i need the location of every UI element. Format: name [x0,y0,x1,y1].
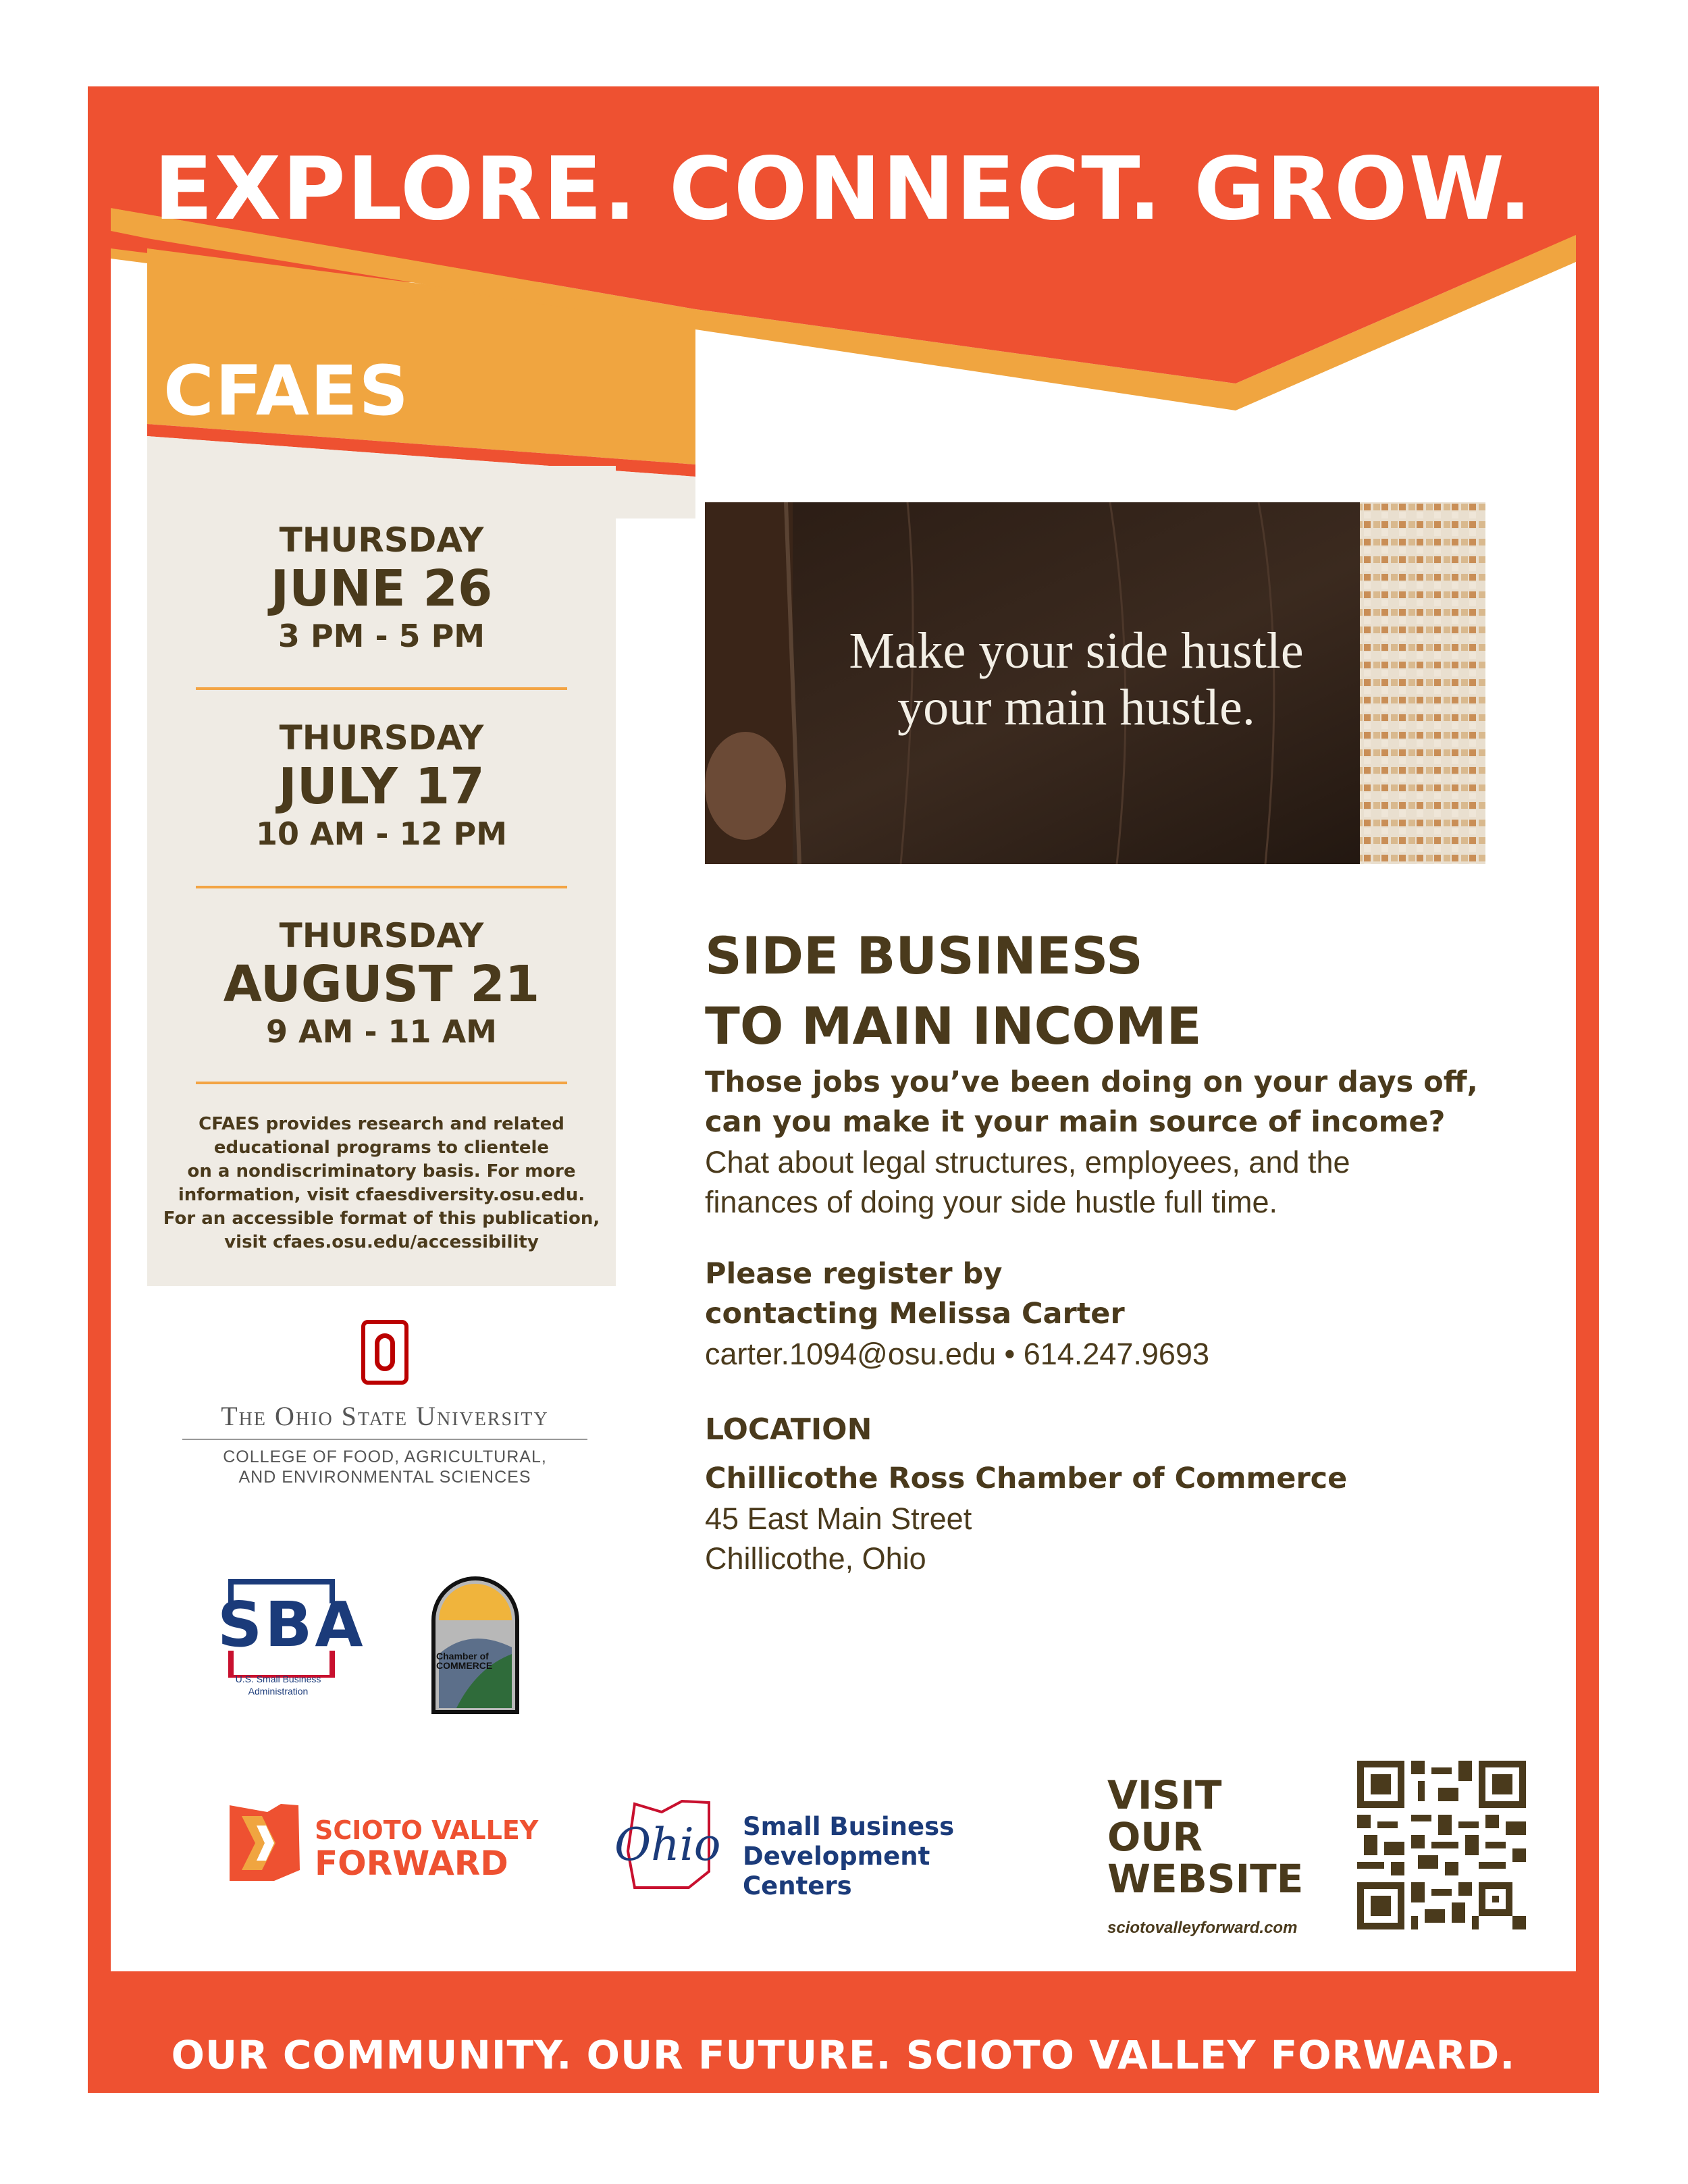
location-label: LOCATION [705,1412,872,1447]
sba-logo [217,1576,366,1697]
scioto-valley-forward-logo [227,1803,544,1890]
visit-website-callout [1107,1774,1323,1938]
chamber-label: Chamber of COMMERCE [436,1651,493,1671]
ohio-chevron-icon [227,1803,301,1884]
nondiscrimination-notice: CFAES provides research and related educational programs to clientele on a nondiscriminatory basis. For more information, visit cfaesdiversity.osu.edu. For an accessible format of this publication, visit cfaes.osu.edu/accessibility [163,1114,600,1252]
chamber-of-commerce-logo [429,1573,521,1716]
svf-line1: SCIOTO VALLEY [315,1815,539,1845]
photo-caption: Make your side hustle your main hustle. [849,622,1304,736]
sba-mark: SBA [217,1589,366,1661]
body-line: Chat about legal structures, employees, and the [705,1145,1350,1179]
event-day: THURSDAY [279,521,484,560]
event-day: THURSDAY [279,718,484,757]
osu-name: The Ohio State University [182,1400,587,1440]
event-time: 10 AM - 12 PM [255,816,508,852]
hero-photo [705,502,1485,864]
event-description [705,1063,1515,1222]
divider [196,886,567,888]
registration-info [705,1254,1515,1374]
contact-details[interactable]: carter.1094@osu.edu • 614.247.9693 [705,1337,1210,1371]
osu-logo [182,1320,587,1487]
event-date-2 [147,718,616,853]
headline-overlay: EXPLORE. CONNECT. GROW. [153,139,1533,240]
svf-line2: FORWARD [315,1844,508,1883]
location-info [705,1412,1515,1578]
qr-code-icon[interactable] [1357,1761,1526,1929]
event-title: SIDE BUSINESS TO MAIN INCOME [705,926,1202,1056]
block-o-icon [361,1320,408,1385]
event-day: THURSDAY [279,916,484,955]
event-date-3 [147,915,616,1050]
ohio-wordmark: Ohio [614,1819,721,1871]
sba-caption: U.S. Small Business Administration [235,1674,321,1697]
event-date-1 [147,520,616,655]
venue-city: Chillicothe, Ohio [705,1541,926,1576]
cfaes-badge: CFAES [163,351,410,431]
event-dates-panel [147,466,616,1286]
footer-slogan: OUR COMMUNITY. OUR FUTURE. SCIOTO VALLEY FORWARD. [171,2032,1516,2078]
website-url[interactable]: sciotovalleyforward.com [1107,1919,1298,1937]
divider [196,687,567,690]
lead-line: can you make it your main source of income? [705,1105,1446,1139]
event-date: JUNE 26 [270,560,493,618]
ohio-sbdc-logo [608,1797,1040,1900]
event-time: 9 AM - 11 AM [266,1013,497,1050]
lead-line: Those jobs you’ve been doing on your days off, [705,1065,1478,1099]
event-date: AUGUST 21 [223,955,540,1013]
chamber-emblem-icon [429,1573,521,1716]
visit-title: VISIT OUR WEBSITE [1107,1772,1304,1902]
venue-name: Chillicothe Ross Chamber of Commerce [705,1462,1348,1495]
sbdc-name: Small Business Development Centers [743,1812,955,1900]
divider [196,1082,567,1084]
register-line: contacting Melissa Carter [705,1297,1125,1331]
register-line: Please register by [705,1257,1003,1291]
event-time: 3 PM - 5 PM [278,618,485,654]
venue-street: 45 East Main Street [705,1501,972,1536]
body-line: finances of doing your side hustle full time. [705,1185,1277,1219]
osu-college: COLLEGE OF FOOD, AGRICULTURAL, AND ENVIRONMENTAL SCIENCES [223,1447,547,1487]
event-date: JULY 17 [278,757,485,816]
